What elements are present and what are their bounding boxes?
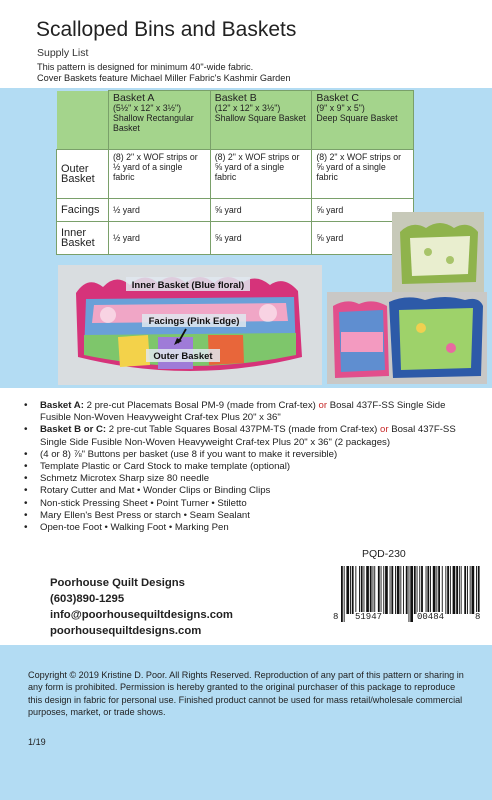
table-cell: ⅝ yard — [312, 222, 414, 255]
supply-list-heading: Supply List — [37, 47, 89, 59]
barcode-bar — [385, 566, 388, 614]
share-line: Share the fun - use — [365, 27, 455, 39]
column-header — [312, 91, 414, 150]
barcode-bar — [359, 566, 360, 614]
company-website: poorhousequiltdesigns.com — [50, 625, 202, 637]
barcode-digit: 00484 — [417, 612, 445, 622]
table-cell: (8) 2" x WOF strips or ⅝ yard of a single fabric — [210, 150, 312, 199]
barcode-digits — [333, 612, 483, 626]
table-row — [57, 199, 414, 222]
company-email: info@poorhousequiltdesigns.com — [50, 609, 233, 621]
barcode-bar — [381, 566, 382, 614]
product-code: PQD-230 — [362, 548, 406, 560]
list-item: • (4 or 8) ⅞" Buttons per basket (use 8 if you want to make it reversible) — [22, 449, 477, 461]
barcode-bar — [459, 566, 460, 614]
company-info — [50, 575, 233, 639]
barcode-bar — [447, 566, 449, 614]
barcode-bar — [450, 566, 451, 614]
barcode-bar — [433, 566, 436, 614]
barcode-bar — [470, 566, 471, 614]
photo-label-inner: Inner Basket (Blue floral) — [131, 280, 245, 291]
barcode-digit: 51947 — [355, 612, 383, 622]
barcode-bar — [464, 566, 466, 614]
barcode-bar — [346, 566, 349, 614]
share-line: on Social Media! — [371, 57, 449, 69]
table-cell: ½ yard — [108, 199, 210, 222]
table-row — [57, 150, 414, 199]
item-text: 2 pre-cut Table Squares Bosal 437PM-TS (made from Craf-tex) — [106, 424, 380, 436]
table-cell: ⅝ yard — [312, 199, 414, 222]
note-line: This pattern is designed for minimum 40"-wide fabric. — [37, 62, 254, 72]
list-item — [22, 400, 477, 424]
basket-name: Basket A — [112, 92, 155, 104]
share-line: #scallopedbaskets — [366, 42, 454, 54]
barcode-bar — [400, 566, 401, 614]
or-text: or — [380, 424, 389, 436]
list-item: • Non-stick Pressing Sheet • Point Turner • Stiletto — [22, 498, 477, 510]
table-cell: (8) 2" x WOF strips or ⅝ yard of a single fabric — [312, 150, 414, 199]
basket-pair-photo — [327, 292, 487, 384]
page-title: Scalloped Bins and Baskets — [36, 18, 297, 41]
barcode-digit: 8 — [475, 612, 481, 622]
barcode-bar — [442, 566, 443, 614]
barcode-bar — [403, 566, 404, 614]
share-callout — [340, 26, 480, 71]
barcode-bar — [436, 566, 437, 614]
barcode-bar — [361, 566, 363, 614]
barcode-bar — [350, 566, 351, 614]
item-text: 2 pre-cut Placemats Bosal PM-9 (made from Craf-tex) — [83, 400, 319, 411]
column-header — [108, 91, 210, 150]
barcode-bar — [430, 566, 431, 614]
barcode-bar — [472, 566, 475, 614]
list-item — [22, 424, 477, 448]
item-text: Bosal 437F-SS Single Side Fusible Non-Woven Heavyweight Craf-tex Plus 20" x 36" — [40, 400, 446, 424]
table-cell: ⅝ yard — [210, 199, 312, 222]
row-label: Outer Basket — [57, 150, 109, 199]
row-label: Inner Basket — [57, 222, 109, 255]
item-label: Basket A: — [40, 400, 84, 411]
basket-name: Basket B — [214, 92, 257, 104]
barcode-bar — [364, 566, 365, 614]
barcode-bar — [366, 566, 369, 614]
copyright-notice: Copyright © 2019 Kristine D. Poor. All Rights Reserved. Reproduction of any part of this pattern or sharing in any form is prohibited. Permission is hereby granted to the original purchaser of this package to reproduce this design in fabric for personal use. Finished product cannot be used for mass retail/wholesale commercial purposes, market, or trade shows. — [28, 670, 464, 717]
basket-photo — [58, 265, 322, 385]
item-label: Basket B or C: — [40, 424, 107, 436]
barcode-bar — [406, 566, 408, 614]
barcode-bar — [395, 566, 396, 614]
table-cell: (8) 2" x WOF strips or ½ yard of a single fabric — [108, 150, 210, 199]
note-line: Cover Baskets feature Michael Miller Fabric's Kashmir Garden — [37, 73, 291, 83]
barcode-bar — [390, 566, 391, 614]
photo-label-facings: Facings (Pink Edge) — [148, 316, 240, 327]
barcode-bar — [383, 566, 384, 614]
company-phone: (603)890-1295 — [50, 593, 125, 605]
table-cell: ½ yard — [108, 222, 210, 255]
company-name: Poorhouse Quilt Designs — [50, 577, 185, 589]
barcode-bar — [373, 566, 374, 614]
table-header-row — [57, 91, 414, 150]
barcode-bar — [467, 566, 468, 614]
barcode-bar — [352, 566, 354, 614]
list-item: • Open-toe Foot • Walking Foot • Marking Pen — [22, 522, 477, 534]
barcode-bar — [397, 566, 400, 614]
square-basket-photo — [392, 212, 484, 294]
barcode-bar — [426, 566, 427, 614]
basket-desc: Shallow Rectangular Basket — [112, 113, 194, 133]
barcode-bar — [427, 566, 429, 614]
basket-size: (5½" x 12" x 3½") — [112, 103, 182, 113]
list-item: • Mary Ellen's Best Press or starch • Seam Sealant — [22, 510, 477, 522]
list-item: • Template Plastic or Card Stock to make template (optional) — [22, 461, 477, 473]
print-date: 1/19 — [28, 737, 46, 747]
barcode-bar — [445, 566, 446, 614]
basket-name: Basket C — [316, 92, 359, 104]
barcode-bar — [461, 566, 462, 614]
table-cell: ⅝ yard — [210, 222, 312, 255]
basket-desc: Deep Square Basket — [316, 113, 398, 123]
barcode-bar — [453, 566, 456, 614]
basket-desc: Shallow Square Basket — [214, 113, 306, 123]
barcode-bar — [391, 566, 393, 614]
barcode-bar — [370, 566, 372, 614]
basket-size: (9" x 9" x 5") — [316, 103, 365, 113]
supply-table — [56, 90, 414, 255]
table-corner — [57, 91, 109, 150]
or-text: or — [318, 400, 328, 411]
barcode-bar — [417, 566, 418, 614]
barcode-bar — [378, 566, 380, 614]
barcode-bar — [421, 566, 423, 614]
pattern-note — [37, 62, 290, 84]
column-header — [210, 91, 312, 150]
photo-label-outer: Outer Basket — [153, 351, 213, 362]
basket-size: (12" x 12" x 3½") — [214, 103, 281, 113]
barcode-bar — [355, 566, 356, 614]
barcode-bar — [374, 566, 375, 614]
barcode-bar — [419, 566, 420, 614]
item-text: Bosal 437F-SS Single Side Fusible Non-Woven Heavyweight Craf-tex Plus 20" x 36" (2 packages) — [40, 424, 456, 448]
list-item: • Schmetz Microtex Sharp size 80 needle — [22, 473, 477, 485]
barcode-bar — [456, 566, 458, 614]
list-item: • Rotary Cutter and Mat • Wonder Clips or Binding Clips — [22, 485, 477, 497]
barcode-digit: 8 — [333, 612, 339, 622]
barcode-bar — [438, 566, 440, 614]
barcode-bar — [414, 566, 416, 614]
table-row — [57, 222, 414, 255]
supply-list — [22, 400, 477, 534]
row-label: Facings — [57, 199, 109, 222]
